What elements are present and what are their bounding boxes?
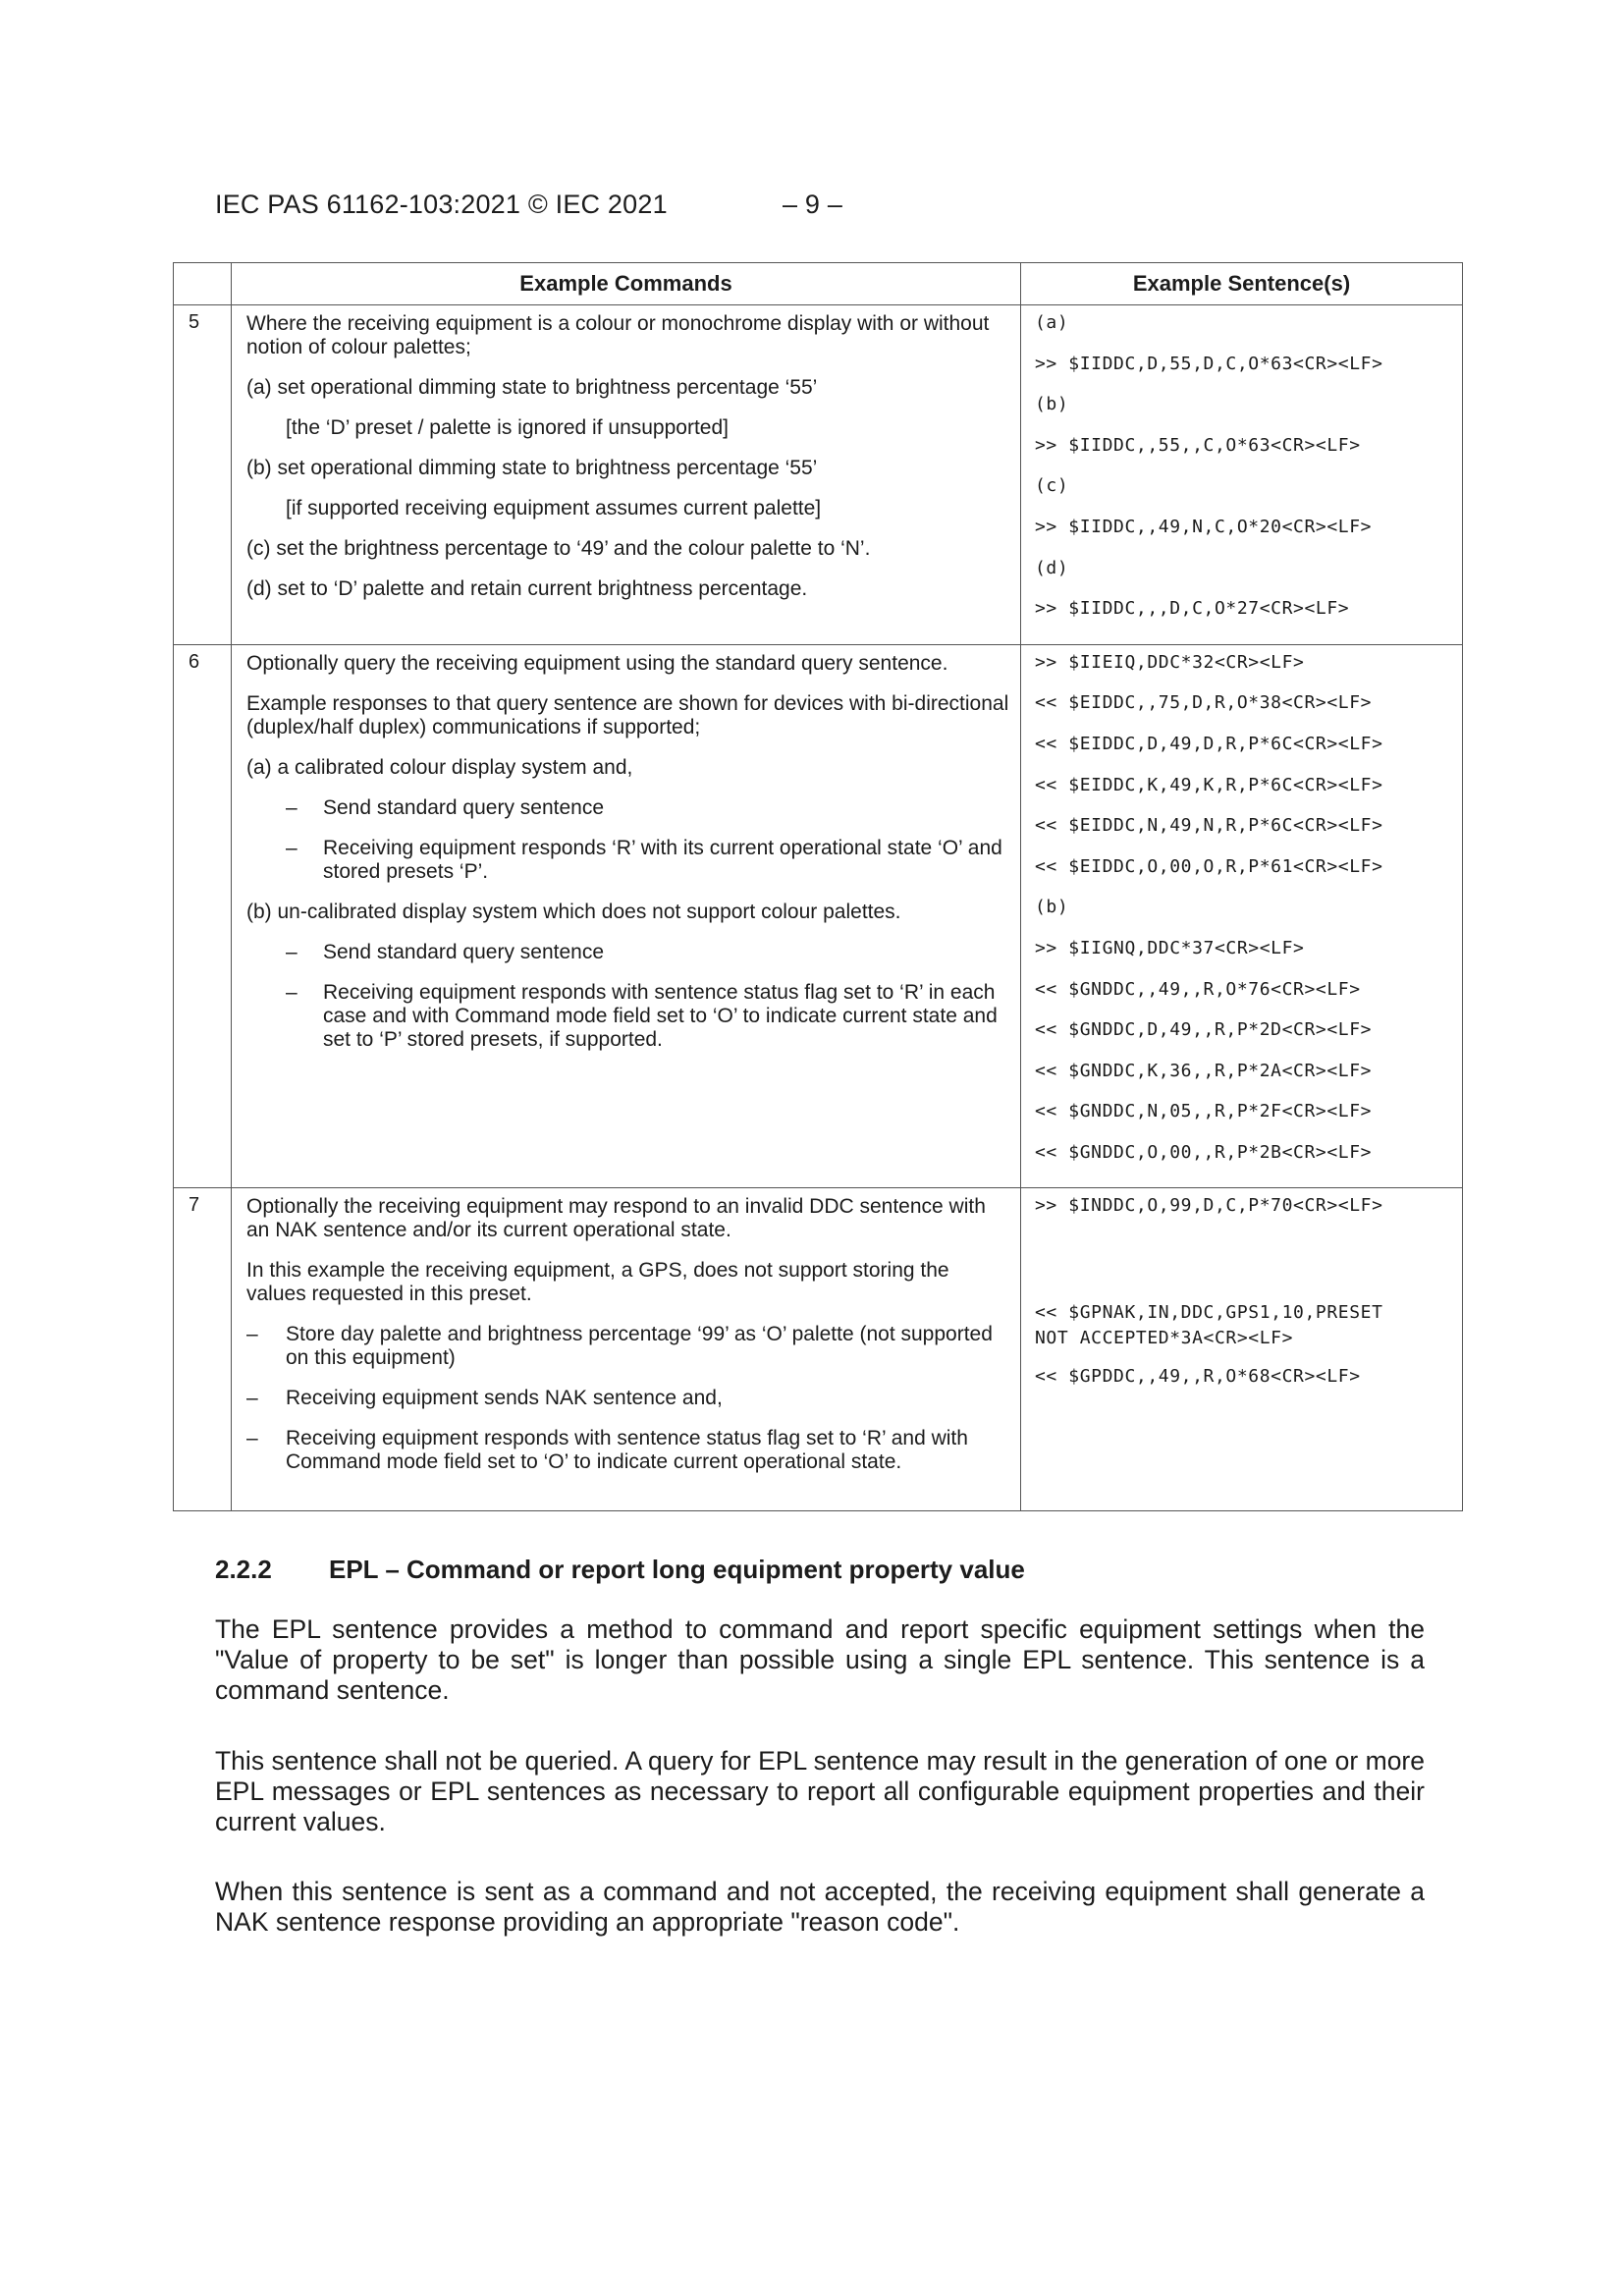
row-number: 5 [174, 305, 232, 645]
command-text: Example responses to that query sentence are shown for devices with bi-directional (duplex/half duplex) communications if supported; [246, 691, 1009, 738]
command-text: Where the receiving equipment is a colour or monochrome display with or without notion of colour palettes; [246, 312, 990, 358]
sentence-line: >> $IIEIQ,DDC*32<CR><LF> [1035, 651, 1305, 673]
row-number: 6 [174, 644, 232, 1188]
command-text: [the ‘D’ preset / palette is ignored if unsupported] [286, 416, 729, 439]
column-header-commands: Example Commands [232, 263, 1021, 305]
body-paragraph: The EPL sentence provides a method to command and report specific equipment settings when the "Value of property to be set" is longer than possible using a single EPL sentence. This sentence is a command sentence. [215, 1614, 1425, 1705]
command-text: Optionally the receiving equipment may respond to an invalid DDC sentence with an NAK sentence and/or its current operational state. [246, 1195, 986, 1242]
sentence-line: << $GPDDC,,49,,R,O*68<CR><LF> [1035, 1366, 1361, 1388]
command-text: – Receiving equipment responds ‘R’ with its current operational state ‘O’ and stored presets ‘P’. [246, 837, 1010, 884]
sentence-line: (c) [1035, 475, 1069, 497]
sentence-line: << $GNDDC,O,00,,R,P*2B<CR><LF> [1035, 1141, 1373, 1163]
sentence-line: >> $IIGNQ,DDC*37<CR><LF> [1035, 937, 1305, 958]
sentence-line: << $EIDDC,K,49,K,R,P*6C<CR><LF> [1035, 774, 1383, 795]
table-row [174, 1188, 1463, 1511]
sentence-line: (b) [1035, 897, 1069, 918]
sentence-line: << $EIDDC,,75,D,R,O*38<CR><LF> [1035, 692, 1373, 714]
body-paragraph: When this sentence is sent as a command and not accepted, the receiving equipment shall generate a NAK sentence response providing an appropriate "reason code". [215, 1877, 1425, 1937]
section-number: 2.2.2 [215, 1555, 272, 1584]
command-text: – Send standard query sentence [246, 941, 1010, 964]
table-header-row [174, 263, 1463, 305]
sentence-line: << $GNDDC,K,36,,R,P*2A<CR><LF> [1035, 1060, 1373, 1081]
sentence-line: >> $INDDC,O,99,D,C,P*70<CR><LF> [1035, 1195, 1383, 1217]
command-text: – Receiving equipment responds with sentence status flag set to ‘R’ and with Command mode field set to ‘O’ to indicate current operational state. [246, 1427, 1010, 1474]
command-text: (d) set to ‘D’ palette and retain current brightness percentage. [246, 577, 808, 600]
sentence-spacer [1035, 1235, 1454, 1300]
command-text: [if supported receiving equipment assumes current palette] [286, 497, 822, 519]
sentence-line: >> $IIDDC,,55,,C,O*63<CR><LF> [1035, 434, 1361, 456]
sentence-line: << $EIDDC,O,00,O,R,P*61<CR><LF> [1035, 855, 1383, 877]
example-commands-cell [232, 305, 1021, 645]
sentence-line: (d) [1035, 557, 1069, 578]
section-title: EPL – Command or report long equipment property value [329, 1555, 1025, 1584]
command-text: – Receiving equipment responds with sentence status flag set to ‘R’ in each case and with Command mode field set to ‘O’ to indicate current state and set to ‘P’ stored presets, if supported. [246, 981, 1010, 1052]
sentence-line: << $GNDDC,,49,,R,O*76<CR><LF> [1035, 978, 1361, 1000]
body-paragraph: This sentence shall not be queried. A query for EPL sentence may result in the generation of one or more EPL messages or EPL sentences as necessary to report all configurable equipment properties and their current values. [215, 1746, 1425, 1836]
column-header-number [174, 263, 232, 305]
sentence-line: << $GNDDC,N,05,,R,P*2F<CR><LF> [1035, 1101, 1373, 1122]
sentence-line: >> $IIDDC,,,D,C,O*27<CR><LF> [1035, 598, 1350, 620]
sentence-line: << $GNDDC,D,49,,R,P*2D<CR><LF> [1035, 1019, 1373, 1041]
example-sentences-cell [1021, 305, 1463, 645]
row-number: 7 [174, 1188, 232, 1511]
table-row [174, 644, 1463, 1188]
command-text: (c) set the brightness percentage to ‘49’ and the colour palette to ‘N’. [246, 537, 871, 560]
command-text: In this example the receiving equipment, a GPS, does not support storing the values requested in this preset. [246, 1259, 949, 1306]
command-text: (b) un-calibrated display system which does not support colour palettes. [246, 900, 901, 923]
sentence-line: << $GPNAK,IN,DDC,GPS1,10,PRESET NOT ACCEPTED*3A<CR><LF> [1035, 1302, 1383, 1349]
sentence-line: << $EIDDC,N,49,N,R,P*6C<CR><LF> [1035, 815, 1383, 837]
sentence-line: >> $IIDDC,,49,N,C,O*20<CR><LF> [1035, 516, 1373, 537]
command-text: (b) set operational dimming state to brightness percentage ‘55’ [246, 457, 818, 479]
command-text: – Send standard query sentence [246, 796, 1010, 820]
example-table [173, 262, 1463, 1511]
command-text: Optionally query the receiving equipment using the standard query sentence. [246, 651, 948, 675]
sentence-line: >> $IIDDC,D,55,D,C,O*63<CR><LF> [1035, 353, 1383, 374]
command-text: (a) a calibrated colour display system and, [246, 755, 633, 779]
command-text: – Store day palette and brightness percentage ‘99’ as ‘O’ palette (not supported on this equipment) [246, 1323, 1010, 1370]
command-text: (a) set operational dimming state to brightness percentage ‘55’ [246, 376, 818, 399]
command-text: – Receiving equipment sends NAK sentence and, [246, 1387, 1010, 1410]
document-id: IEC PAS 61162-103:2021 © IEC 2021 [215, 190, 668, 219]
table-row [174, 305, 1463, 645]
sentence-line: << $EIDDC,D,49,D,R,P*6C<CR><LF> [1035, 733, 1383, 754]
example-commands-cell [232, 1188, 1021, 1511]
column-header-sentences: Example Sentence(s) [1021, 263, 1463, 305]
example-sentences-cell [1021, 644, 1463, 1188]
page-number: – 9 – [783, 190, 843, 219]
sentence-line: (b) [1035, 394, 1069, 415]
example-sentences-cell [1021, 1188, 1463, 1511]
sentence-line: (a) [1035, 312, 1069, 333]
example-commands-cell [232, 644, 1021, 1188]
